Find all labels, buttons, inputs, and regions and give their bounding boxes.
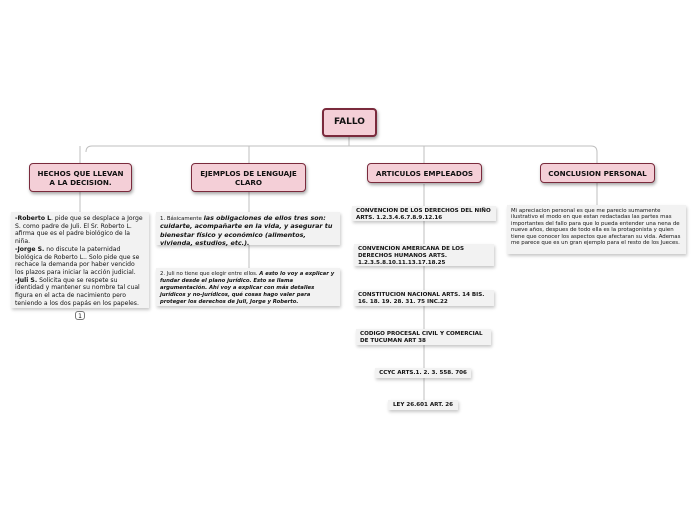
ejemplo-2-prefix: 2. Juli no tiene que elegir entre ellos. xyxy=(160,271,260,277)
conclusion-text: Mi apreciacion personal es que me parecio sumamente ilustrativo el modo en que estan redactadas las partes mas importantes del fallo para que lo pueda entender una nena de nueve años, despues de todo ella es la protagonista y quien tiene que conocer los aspectos que afectaran su vida. Ademas me parece que es un gran ejemplo para el resto de los Jueces. xyxy=(511,208,681,247)
topic-conclusion[interactable]: CONCLUSION PERSONAL xyxy=(540,163,655,183)
person-roberto: -Roberto L xyxy=(15,215,52,222)
juli-text: Solicita que se respete su identidad y mantener su nombre tal cual figura en el acta de nacimiento pero teniendo a los dos papás en los papeles. xyxy=(15,276,140,307)
roberto-text: . pide que se desplace a Jorge S. como padre de Juli. El Sr. Roberto L. afirma que es el padre biológico de la niña. xyxy=(15,215,143,246)
central-topic-fallo[interactable]: FALLO xyxy=(322,108,377,137)
jorge-text: no discute la paternidad biológica de Roberto L.. Solo pide que se rechace la demanda por haber vencido los plazos para iniciar la acción judicial. xyxy=(15,245,140,276)
person-jorge: -Jorge S. xyxy=(15,245,45,253)
articulo-item-cdn[interactable]: CONVENCION DE LOS DERECHOS DEL NIÑO ARTS. 1.2.3.4.6.7.8.9.12.16 xyxy=(352,206,496,221)
ejemplo-1-prefix: 1. Básicamente xyxy=(160,216,204,222)
articulo-item-cpcc[interactable]: CODIGO PROCESAL CIVIL Y COMERCIAL DE TUCUMAN ART 38 xyxy=(356,329,491,345)
person-juli: -Juli S. xyxy=(15,276,38,284)
ejemplo-2-emphasis: A esto lo voy a explicar y fundar desde el plano jurídico. Esto se llama argumentación. Ahí voy a explicar con más detalles jurídicos y no-jurídicos, qué cosas hago valer para proteger los derechos de Juli, Jorge y Roberto. xyxy=(160,271,335,305)
ejemplo-card-2[interactable] xyxy=(156,268,340,306)
topic-hechos[interactable]: HECHOS QUE LLEVAN A LA DECISION. xyxy=(29,163,132,192)
ejemplo-card-1[interactable] xyxy=(156,212,340,245)
connector-hub xyxy=(86,146,597,152)
conclusion-card[interactable] xyxy=(507,205,686,254)
articulo-item-ley[interactable]: LEY 26.601 ART. 26 xyxy=(388,400,458,410)
ejemplo-1-emphasis: las obligaciones de ellos tres son: cuidarte, acompañarte en la vida, y asegurar tu bienestar físico y económico (alimentos, vivienda, estudios, etc.). xyxy=(160,214,333,247)
topic-ejemplos[interactable]: EJEMPLOS DE LENGUAJE CLARO xyxy=(191,163,306,192)
articulo-item-cn[interactable]: CONSTITUCION NACIONAL ARTS. 14 BIS. 16. 18. 19. 28. 31. 75 INC.22 xyxy=(354,290,494,306)
articulo-item-ccyc[interactable]: CCYC ARTS.1. 2. 3. 558. 706 xyxy=(375,368,471,378)
topic-articulos[interactable]: ARTICULOS EMPLEADOS xyxy=(367,163,482,183)
hechos-card[interactable] xyxy=(11,212,149,308)
collapse-count-badge[interactable]: 1 xyxy=(75,311,85,320)
articulo-item-cadh[interactable]: CONVENCION AMERICANA DE LOS DERECHOS HUMANOS ARTS. 1.2.3.5.8.10.11.13.17.18.25 xyxy=(354,244,494,266)
